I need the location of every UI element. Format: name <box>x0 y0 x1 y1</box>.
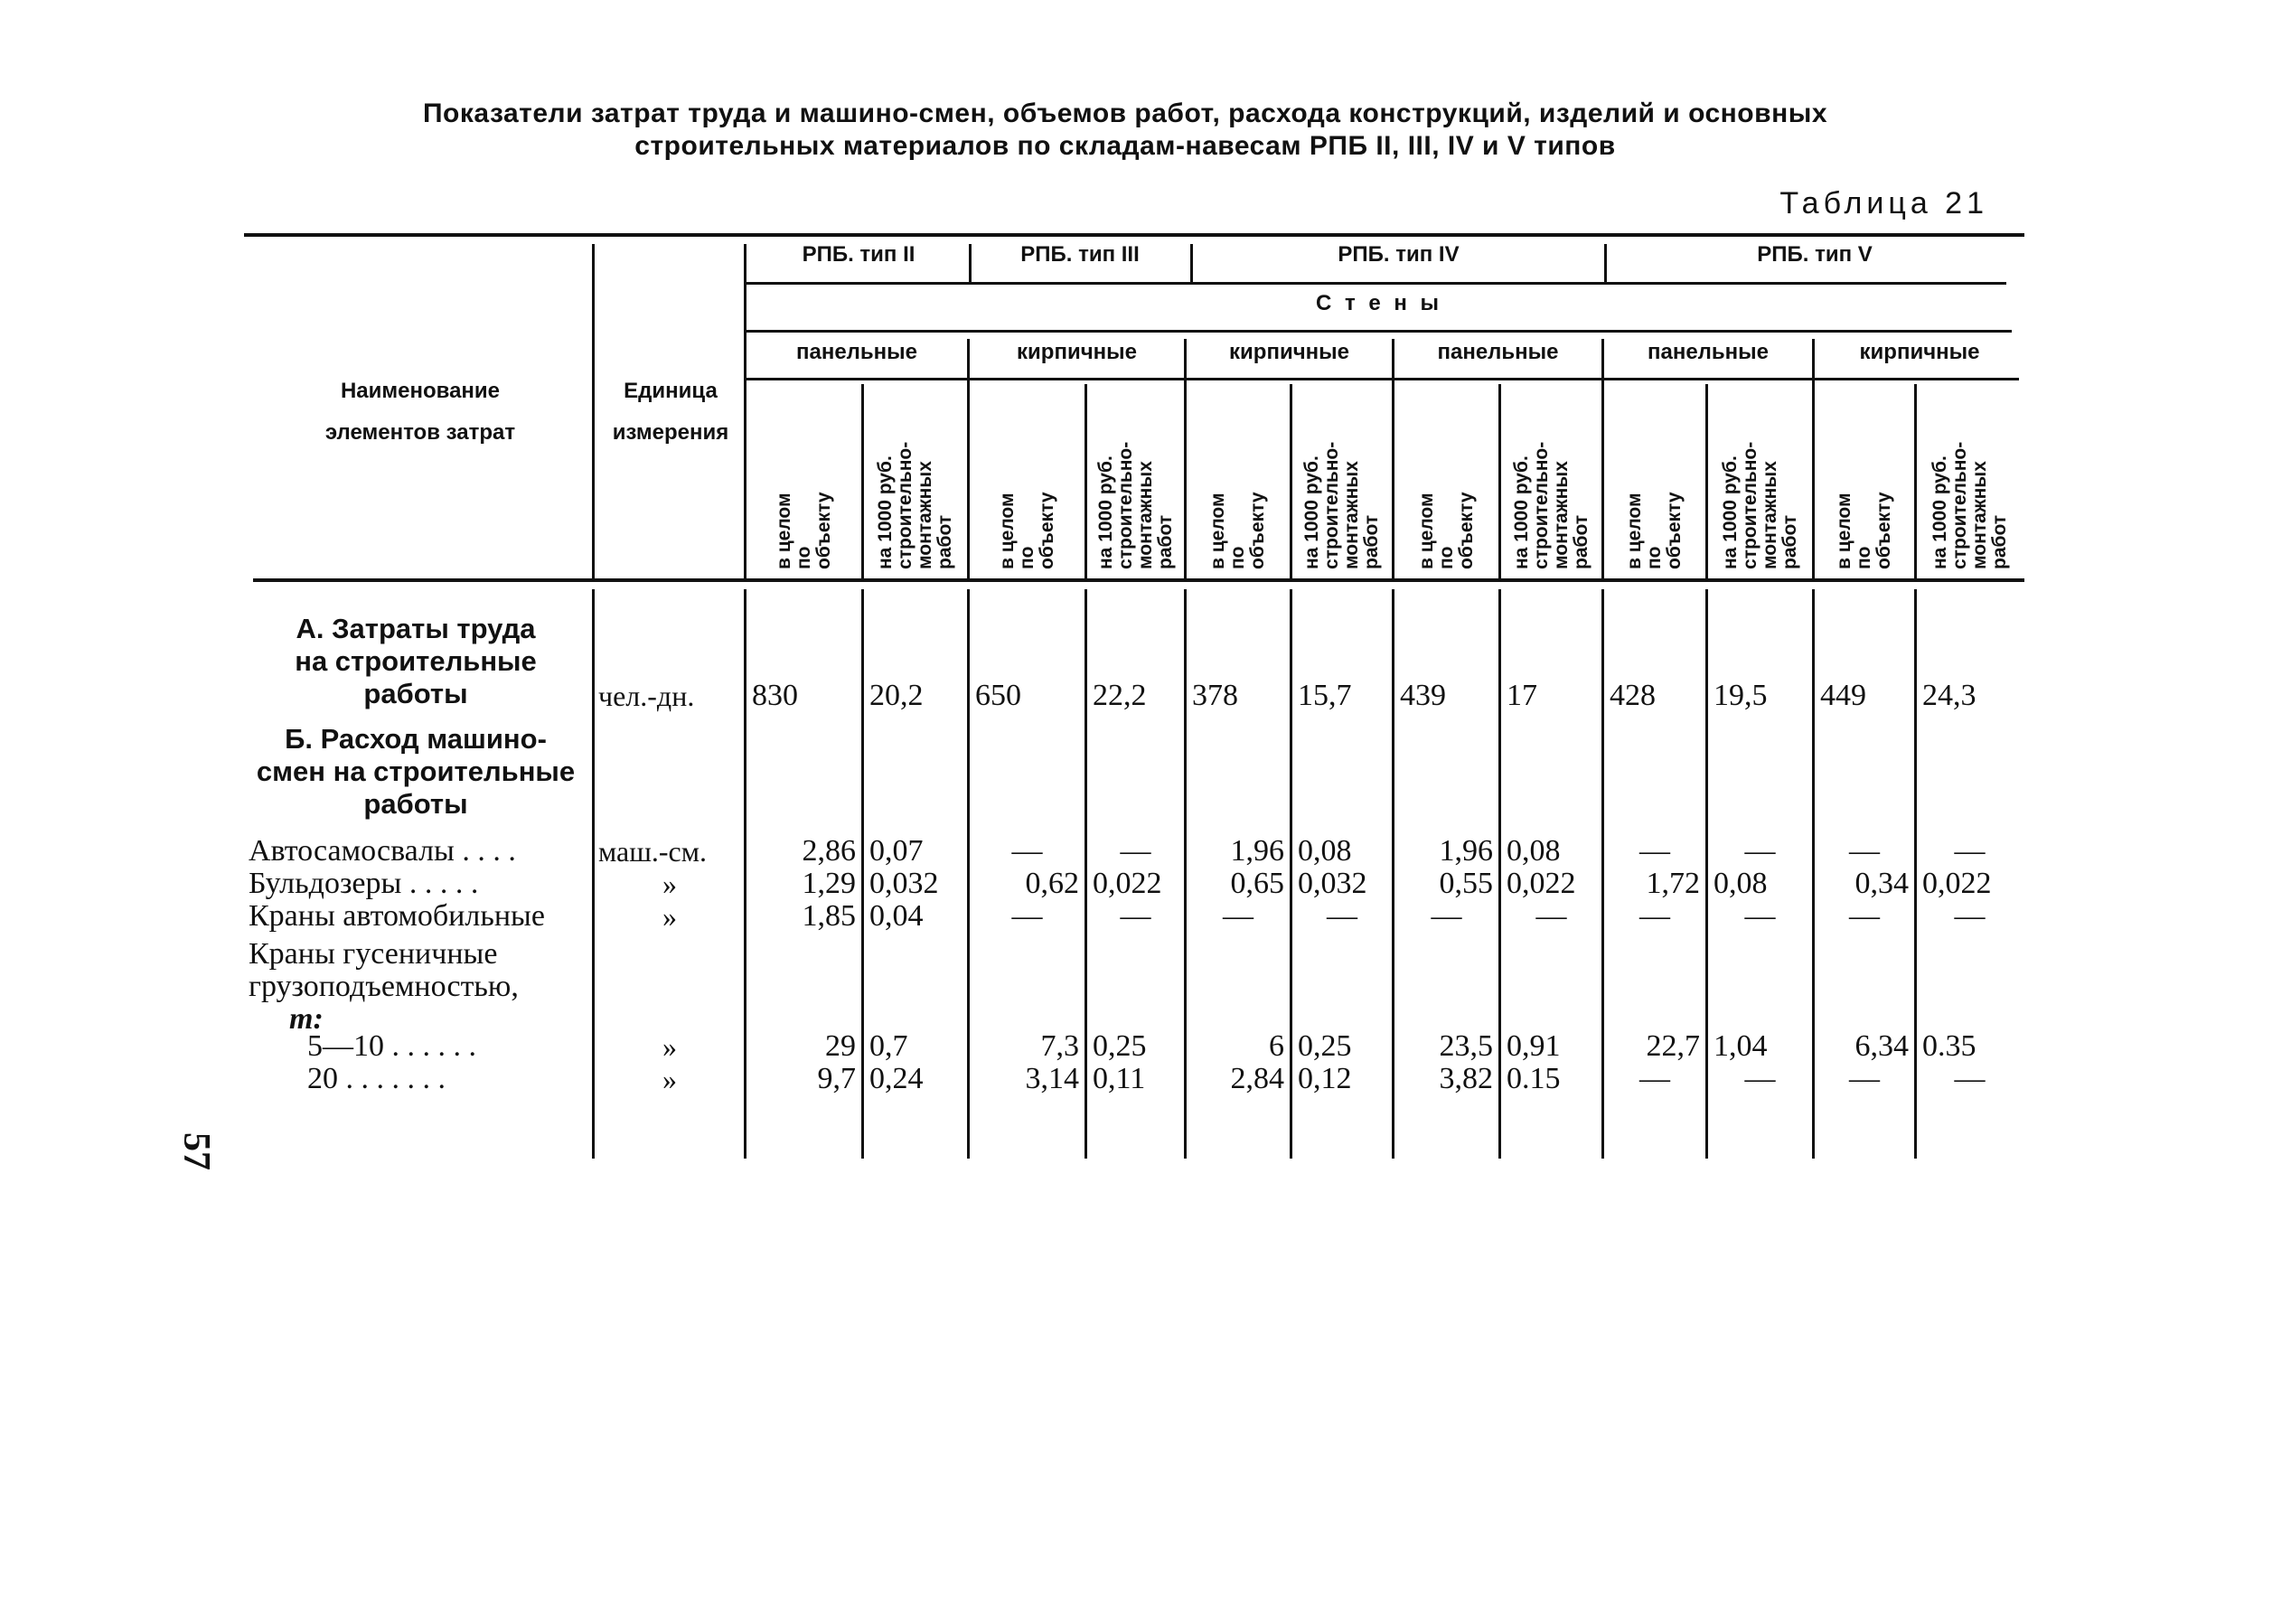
table-cell: 0,08 <box>1298 834 1352 868</box>
table-cell: 7,3 <box>1040 1029 1079 1063</box>
sub-header-total: в целом по объекту <box>1624 492 1685 569</box>
table-cell: 0,08 <box>1714 867 1768 900</box>
row-label: 20 . . . . . . . <box>307 1062 446 1095</box>
table-cell: — <box>1327 899 1357 933</box>
type-4-header: РПБ. тип IV <box>1338 242 1460 267</box>
table-cell: — <box>1744 1062 1776 1095</box>
body-rule-5 <box>1290 589 1292 1159</box>
table-cell: — <box>1639 834 1670 868</box>
table-cell: 0,24 <box>869 1062 924 1095</box>
section-a-heading: А. Затраты труда на строительные работы <box>295 613 537 709</box>
sub-header-per-1000: на 1000 руб. строительно- монтажных работ <box>1719 441 1800 569</box>
table-cell: 0,022 <box>1507 867 1576 900</box>
walls-header: С т е н ы <box>1315 291 1443 315</box>
body-rule-2 <box>967 589 970 1159</box>
table-cell: — <box>1849 899 1880 933</box>
sub-header-cell <box>1187 384 1290 576</box>
table-cell: 378 <box>1192 679 1238 712</box>
table-cell: 0,022 <box>1922 867 1992 900</box>
wall-kind-2: кирпичные <box>1017 340 1137 364</box>
table-cell: 1,29 <box>802 867 856 900</box>
sub-header-cell <box>1708 384 1812 576</box>
table-cell: — <box>1011 834 1043 868</box>
row-unit: » <box>662 900 677 933</box>
table-cell: 0.35 <box>1922 1029 1976 1063</box>
sub-header-total: в целом по объекту <box>1415 492 1477 569</box>
row-unit: » <box>662 1030 677 1063</box>
body-rule-3 <box>1084 589 1087 1159</box>
table-cell: — <box>1639 899 1670 933</box>
row-unit: » <box>662 1063 677 1095</box>
sub-header-cell <box>864 384 967 576</box>
sub-header-cell <box>1917 384 2023 576</box>
sub-header-cell <box>1604 384 1705 576</box>
type-3-header: РПБ. тип III <box>1020 242 1140 267</box>
table-cell: — <box>1223 899 1253 933</box>
body-rule-10 <box>1812 589 1815 1159</box>
table-cell: 0,55 <box>1439 867 1493 900</box>
table-cell: 9,7 <box>817 1062 856 1095</box>
body-rule-11 <box>1914 589 1917 1159</box>
body-rule-4 <box>1184 589 1187 1159</box>
table-cell: 0,032 <box>1298 867 1367 900</box>
table-cell: 0,62 <box>1025 867 1079 900</box>
row-label: Бульдозеры . . . . . <box>249 867 479 900</box>
table-cell: 0.15 <box>1507 1062 1561 1095</box>
table-cell: — <box>1011 899 1043 933</box>
table-cell: 22,7 <box>1646 1029 1700 1063</box>
header-unit-col: Единица измерения <box>612 379 729 445</box>
table-cell: 830 <box>752 679 798 712</box>
sub-header-per-1000: на 1000 руб. строительно- монтажных работ <box>1929 441 2010 569</box>
table-title <box>271 98 1979 163</box>
table-cell: 0,65 <box>1230 867 1284 900</box>
table-cell: 0,04 <box>869 899 924 933</box>
table-cell: 29 <box>825 1029 856 1063</box>
table-cell: 22,2 <box>1093 679 1147 712</box>
table-cell: — <box>1849 834 1880 868</box>
page-number: 57 <box>175 1132 217 1170</box>
table-number: Таблица 21 <box>1779 186 1988 221</box>
table-cell: 15,7 <box>1298 679 1352 712</box>
sub-header-total: в целом по объекту <box>1834 492 1894 569</box>
sub-header-total: в целом по объекту <box>1207 492 1268 569</box>
table-cell: 2,86 <box>802 834 856 868</box>
row-label: Краны автомобильные <box>249 899 545 933</box>
title-line-1: Показатели затрат труда и машино-смен, объемов работ, расхода конструкций, изделий и основных <box>422 99 1827 128</box>
wall-kind-6: кирпичные <box>1859 340 1980 364</box>
table-cell: 1,96 <box>1230 834 1284 868</box>
body-rule-unit <box>744 589 746 1159</box>
sub-header-cell <box>1087 384 1184 576</box>
row-unit: чел.-дн. <box>598 680 695 712</box>
table-cell: 23,5 <box>1439 1029 1493 1063</box>
table-cell: — <box>1954 899 1986 933</box>
table-cell: 439 <box>1400 679 1446 712</box>
table-cell: — <box>1535 899 1567 933</box>
sub-header-cell <box>1501 384 1601 576</box>
table-cell: 1,04 <box>1714 1029 1768 1063</box>
sub-header-per-1000: на 1000 руб. строительно- монтажных работ <box>1094 441 1176 569</box>
sub-header-total: в целом по объекту <box>773 492 834 569</box>
body-rule-name <box>592 589 595 1159</box>
table-cell: 6 <box>1269 1029 1284 1063</box>
table-cell: — <box>1639 1062 1670 1095</box>
sub-header-cell <box>1292 384 1392 576</box>
title-line-2: строительных материалов по складам-навесам РПБ II, III, IV и V типов <box>634 131 1616 161</box>
wall-kinds-rule <box>746 378 2019 380</box>
header-bottom-rule <box>253 578 2024 582</box>
table-cell: 24,3 <box>1922 679 1976 712</box>
table-cell: 428 <box>1610 679 1656 712</box>
type-5-header: РПБ. тип V <box>1757 242 1873 267</box>
table-cell: 2,84 <box>1230 1062 1284 1095</box>
table-cell: 1,96 <box>1439 834 1493 868</box>
wall-kind-3: кирпичные <box>1229 340 1349 364</box>
table-cell: 0,7 <box>869 1029 908 1063</box>
sub-header-per-1000: на 1000 руб. строительно- монтажных работ <box>1301 441 1382 569</box>
body-rule-7 <box>1498 589 1501 1159</box>
table-cell: — <box>1954 1062 1986 1095</box>
sub-header-cell <box>1394 384 1498 576</box>
table-cell: 1,72 <box>1646 867 1700 900</box>
col-rule-name <box>592 244 595 578</box>
table-cell: — <box>1744 834 1776 868</box>
table-cell: 0,022 <box>1093 867 1162 900</box>
sub-header-per-1000: на 1000 руб. строительно- монтажных работ <box>875 441 955 569</box>
table-cell: — <box>1120 834 1151 868</box>
table-cell: 0,12 <box>1298 1062 1352 1095</box>
row-unit: маш.-см. <box>598 835 707 868</box>
sub-header-per-1000: на 1000 руб. строительно- монтажных работ <box>1510 441 1591 569</box>
table-cell: 0,34 <box>1854 867 1909 900</box>
wall-kind-5: панельные <box>1647 340 1770 364</box>
sub-header-cell <box>746 384 861 576</box>
walls-rule <box>746 330 2012 333</box>
table-cell: 650 <box>975 679 1021 712</box>
types-rule <box>746 282 2006 285</box>
row-label: Автосамосвалы . . . . <box>249 834 516 868</box>
header-name-col: Наименование элементов затрат <box>324 379 516 445</box>
table-cell: 6,34 <box>1854 1029 1909 1063</box>
row-label: 5—10 . . . . . . <box>307 1029 476 1063</box>
body-rule-8 <box>1601 589 1604 1159</box>
wall-kind-1: панельные <box>795 340 918 364</box>
table-cell: 17 <box>1507 679 1537 712</box>
table-cell: 0,08 <box>1507 834 1561 868</box>
table-cell: 0,91 <box>1507 1029 1561 1063</box>
wall-kind-4: панельные <box>1437 340 1559 364</box>
crane-group-label: Краны гусеничные грузоподъемностью, т: <box>249 937 519 1036</box>
sub-header-total: в целом по объекту <box>996 492 1057 569</box>
body-rule-9 <box>1705 589 1708 1159</box>
table-cell: 1,85 <box>802 899 856 933</box>
section-b-heading: Б. Расход машино- смен на строительные работы <box>256 723 576 820</box>
type-2-header: РПБ. тип II <box>802 242 915 267</box>
table-cell: 3,82 <box>1439 1062 1493 1095</box>
table-cell: 0,25 <box>1298 1029 1352 1063</box>
table-cell: 0,07 <box>869 834 924 868</box>
table-cell: 19,5 <box>1714 679 1768 712</box>
row-unit: » <box>662 868 677 900</box>
table-cell: 0,032 <box>869 867 939 900</box>
body-rule-6 <box>1392 589 1394 1159</box>
table-cell: — <box>1120 899 1151 933</box>
table-cell: 0,25 <box>1093 1029 1147 1063</box>
sub-header-cell <box>1815 384 1914 576</box>
table-top-rule <box>244 233 2024 237</box>
table-cell: — <box>1431 899 1462 933</box>
sub-header-cell <box>970 384 1084 576</box>
table-cell: 0,11 <box>1093 1062 1146 1095</box>
table-cell: — <box>1744 899 1776 933</box>
body-rule-1 <box>861 589 864 1159</box>
table-cell: 3,14 <box>1025 1062 1079 1095</box>
table-cell: 449 <box>1820 679 1866 712</box>
table-cell: 20,2 <box>869 679 924 712</box>
table-cell: — <box>1849 1062 1880 1095</box>
table-cell: — <box>1954 834 1986 868</box>
